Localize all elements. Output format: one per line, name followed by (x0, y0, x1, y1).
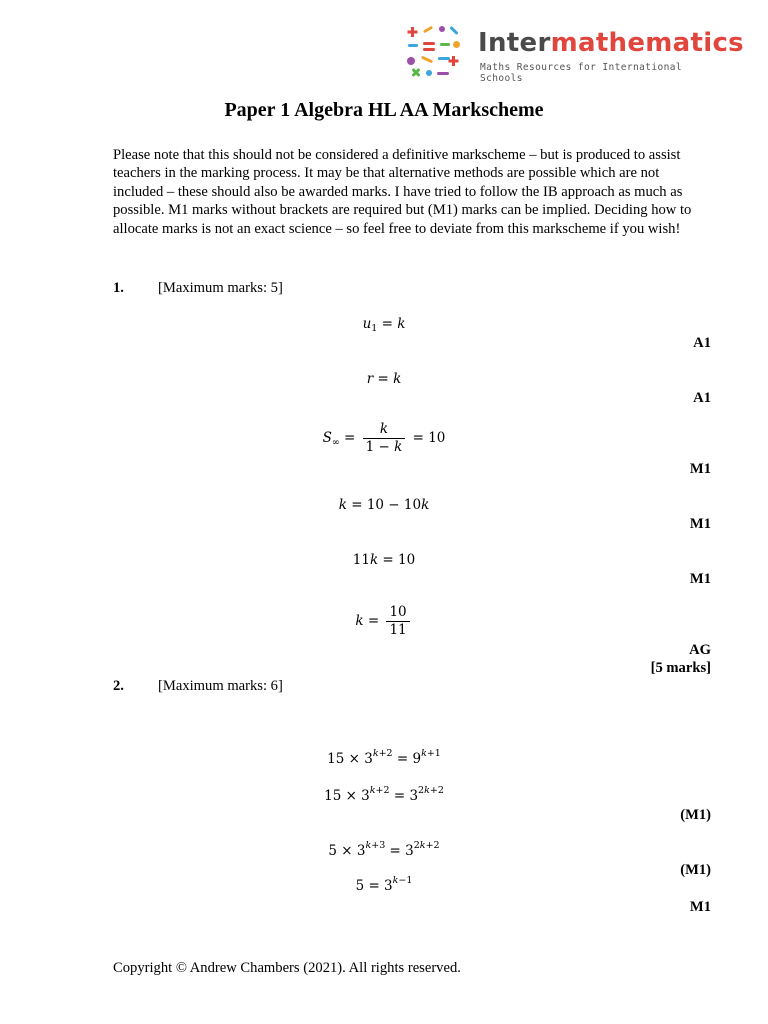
q2-step-2: $15 \times 3^{k+2} = 3^{2k+2}$ (324, 785, 444, 804)
logo-mathematics: mathematics (550, 28, 744, 58)
q1-step-2: r = k (366, 371, 402, 387)
q1-total-marks: [5 marks] (650, 660, 711, 676)
q2-step-4: $5 = 3^{k-1}$ (355, 875, 413, 894)
q1-mark-5: M1 (689, 571, 711, 587)
question-1-max-marks: [Maximum marks: 5] (158, 280, 283, 296)
q2-step-3: $5 \times 3^{k+3} = 3^{2k+2}$ (328, 840, 440, 859)
logo-tagline: Maths Resources for International Schools (480, 62, 682, 84)
q1-mark-3: M1 (689, 461, 711, 477)
q1-step-6: k = $\frac{10}{11}$ (0, 604, 768, 639)
question-1-number: 1. (113, 280, 124, 296)
q1-mark-6: AG (689, 642, 711, 658)
q1-step-1: $u_1 = k$ (362, 316, 406, 334)
logo-wordmark (478, 28, 744, 58)
q1-step-4: k = 10 − 10k (338, 497, 430, 513)
logo-inter: Inter (478, 28, 551, 58)
q1-mark-2: A1 (693, 390, 711, 406)
q2-mark-3: M1 (689, 899, 711, 915)
question-2-number: 2. (113, 678, 124, 694)
footer-copyright: Copyright © Andrew Chambers (2021). All rights reserved. (113, 960, 461, 976)
logo-icon (405, 24, 463, 80)
q2-mark-2: (M1) (680, 862, 711, 878)
q1-step-5: 11k = 10 (352, 552, 416, 568)
q1-step-3: $S_\infty$ = $\frac{k}{1 - k}$ = 10 (322, 421, 446, 455)
q2-mark-1: (M1) (680, 807, 711, 823)
q1-mark-4: M1 (689, 516, 711, 532)
page-title: Paper 1 Algebra HL AA Markscheme (224, 99, 544, 121)
q1-mark-1: A1 (693, 335, 711, 351)
q2-step-1: $15 \times 3^{k+2} = 9^{k+1}$ (327, 748, 441, 767)
question-2-max-marks: [Maximum marks: 6] (158, 678, 283, 694)
logo (405, 24, 744, 84)
intro-paragraph: Please note that this should not be considered a definitive markscheme – but is produced to assist teachers in the marking process. It may be that alternative methods are possible which are not included – these should also be awarded marks. I have tried to follow the IB approach as much as possible. M1 marks without brackets are required but (M1) marks can be implied. Deciding how to allocate marks is not an exact science – so feel free to deviate from this markscheme if you wish! (113, 147, 692, 237)
